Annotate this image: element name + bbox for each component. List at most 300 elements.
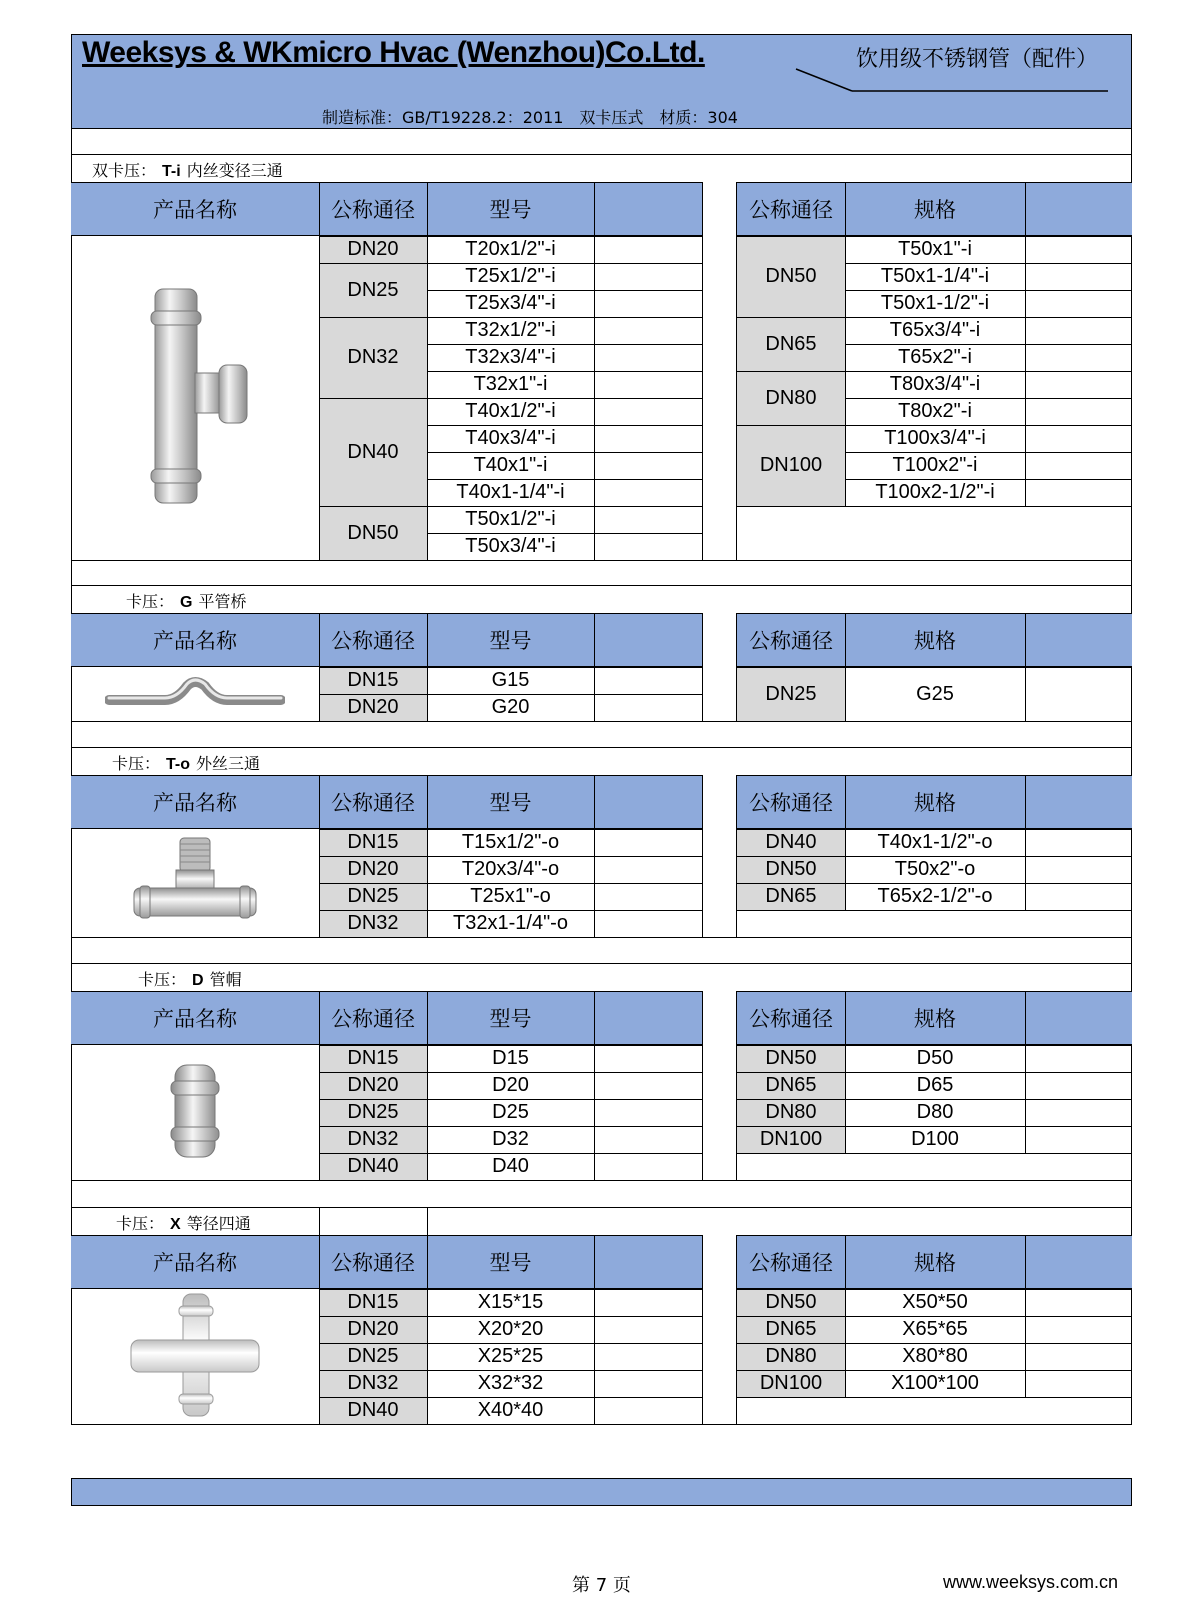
- spacer-row: [71, 721, 1132, 747]
- row-rule: [845, 236, 1132, 237]
- model-cell: X20*20: [477, 1318, 544, 1340]
- nominal-cell: DN25: [319, 1099, 427, 1126]
- model-cell: T32x3/4"-i: [465, 346, 556, 368]
- rule-line: [845, 667, 846, 721]
- spec-cell: T65x3/4"-i: [889, 319, 981, 341]
- rule-line: [845, 182, 846, 236]
- rule-line: [319, 1045, 320, 1180]
- row-rule: [319, 398, 427, 399]
- rule-line: [594, 1289, 595, 1424]
- row-rule: [845, 344, 1132, 345]
- header-model: 型号: [489, 199, 532, 222]
- spec-cell: T100x2"-i: [892, 454, 978, 476]
- row-rule: [845, 290, 1132, 291]
- cap-icon: [165, 1061, 225, 1165]
- section-code: T-i: [162, 163, 181, 180]
- row-rule: [845, 883, 1132, 884]
- row-rule: [845, 1316, 1132, 1317]
- spec-cell: T100x3/4"-i: [884, 427, 986, 449]
- section-code: D: [192, 972, 204, 989]
- header-nominal-left: 公称通径: [331, 792, 415, 815]
- nominal-cell: DN20: [319, 856, 427, 883]
- nominal-cell: DN15: [319, 1289, 427, 1316]
- row-rule: [845, 1099, 1132, 1100]
- spacer-row: [71, 937, 1132, 963]
- rule-line: [427, 829, 428, 937]
- nominal-cell: DN20: [319, 1316, 427, 1343]
- row-rule: [845, 1072, 1132, 1073]
- rule-line: [1025, 182, 1026, 236]
- nominal-cell: DN50: [319, 506, 427, 560]
- row-rule: [845, 452, 1132, 453]
- section-code: T-o: [166, 756, 191, 773]
- nominal-cell: DN65: [737, 883, 845, 910]
- bottom-band: [71, 1478, 1132, 1506]
- row-rule: [427, 1045, 702, 1046]
- spacer-row: [71, 129, 1132, 155]
- spec-cell: T40x1-1/2"-o: [877, 831, 993, 853]
- header-product-name: 产品名称: [153, 1252, 237, 1275]
- spacer-row: [71, 1180, 1132, 1207]
- header-spec: 规格: [914, 792, 956, 815]
- row-rule: [737, 1072, 845, 1073]
- nominal-cell: DN20: [319, 1072, 427, 1099]
- nominal-cell: DN100: [737, 425, 845, 506]
- rule-line: [594, 829, 595, 937]
- rule-line: [845, 236, 846, 506]
- rule-line: [845, 829, 846, 910]
- row-rule: [737, 910, 1132, 911]
- company-name: Weeksys & WKmicro Hvac (Wenzhou)Co.Ltd.: [82, 36, 705, 69]
- rule-line: [594, 182, 595, 236]
- header-spec: 规格: [914, 1008, 956, 1031]
- rule-line: [319, 1235, 320, 1289]
- row-rule: [319, 829, 427, 830]
- nominal-cell: DN25: [737, 667, 845, 721]
- section-name: 等径四通: [186, 1214, 251, 1233]
- row-rule: [427, 1316, 702, 1317]
- row-rule: [845, 1370, 1132, 1371]
- section-top-rule: [71, 585, 1132, 586]
- row-rule: [427, 371, 702, 372]
- model-cell: X15*15: [477, 1291, 544, 1313]
- row-rule: [427, 667, 702, 668]
- header-model: 型号: [489, 1252, 532, 1275]
- row-rule: [737, 856, 845, 857]
- rule-line: [845, 991, 846, 1045]
- tee-inner-icon: [135, 281, 255, 515]
- header-nominal-left: 公称通径: [331, 630, 415, 653]
- nominal-cell: DN50: [737, 1045, 845, 1072]
- row-rule: [427, 1099, 702, 1100]
- rule-line: [845, 1045, 846, 1153]
- model-cell: G20: [491, 696, 530, 718]
- rule-line: [427, 1289, 428, 1424]
- row-rule: [427, 1153, 702, 1154]
- row-rule: [427, 236, 702, 237]
- spec-cell: D65: [916, 1074, 954, 1096]
- row-rule: [427, 1072, 702, 1073]
- bridge-icon: [105, 672, 285, 716]
- rule-line: [427, 236, 428, 560]
- nominal-cell: DN100: [737, 1370, 845, 1397]
- row-rule: [427, 910, 702, 911]
- row-rule: [845, 479, 1132, 480]
- nominal-cell: DN100: [737, 1126, 845, 1153]
- row-rule: [427, 425, 702, 426]
- table-gap-column: [702, 775, 737, 937]
- row-rule: [427, 317, 702, 318]
- header-product-name: 产品名称: [153, 199, 237, 222]
- section-top-rule: [71, 963, 1132, 964]
- model-cell: D20: [492, 1074, 529, 1096]
- spec-cell: D100: [911, 1128, 959, 1150]
- model-cell: T50x3/4"-i: [465, 535, 556, 557]
- row-rule: [319, 1343, 427, 1344]
- rule-line: [594, 991, 595, 1045]
- header-spec: 规格: [914, 630, 956, 653]
- model-cell: X40*40: [477, 1399, 544, 1421]
- row-rule: [845, 1045, 1132, 1046]
- nominal-cell: DN50: [737, 236, 845, 317]
- row-rule: [427, 883, 702, 884]
- section-prefix: 双卡压：: [92, 161, 157, 180]
- section-bottom-rule: [71, 1424, 1132, 1425]
- title-underline-decoration: [790, 66, 1120, 96]
- row-rule: [845, 1289, 1132, 1290]
- cross-icon: [125, 1290, 265, 1424]
- header-model: 型号: [489, 1008, 532, 1031]
- model-cell: D15: [492, 1047, 529, 1069]
- row-rule: [845, 425, 1132, 426]
- spec-cell: T50x2"-o: [894, 858, 976, 880]
- section-name: 管帽: [209, 970, 242, 989]
- rule-line: [594, 775, 595, 829]
- row-rule: [319, 883, 427, 884]
- row-rule: [737, 1289, 845, 1290]
- row-rule: [427, 479, 702, 480]
- model-cell: T50x1/2"-i: [465, 508, 556, 530]
- row-rule: [319, 236, 427, 237]
- spec-cell: T100x2-1/2"-i: [875, 481, 995, 503]
- nominal-cell: DN32: [319, 910, 427, 937]
- rule-line: [319, 1289, 320, 1424]
- row-rule: [319, 910, 427, 911]
- rule-line: [427, 667, 428, 721]
- rule-line: [319, 236, 320, 560]
- row-rule: [737, 371, 845, 372]
- table-gap-column: [702, 1235, 737, 1424]
- header-product-name: 产品名称: [153, 630, 237, 653]
- row-rule: [319, 1370, 427, 1371]
- rule-line: [319, 829, 320, 937]
- rule-line: [319, 667, 320, 721]
- model-cell: T20x1/2"-i: [465, 238, 556, 260]
- rule-line: [845, 1235, 846, 1289]
- rule-line: [845, 775, 846, 829]
- model-cell: T32x1"-i: [473, 373, 548, 395]
- product-image: [71, 667, 319, 721]
- model-cell: D25: [492, 1101, 529, 1123]
- row-rule: [319, 1126, 427, 1127]
- rule-line: [427, 1207, 428, 1235]
- spec-cell: T65x2"-i: [898, 346, 972, 368]
- spec-cell: D80: [916, 1101, 954, 1123]
- rule-line: [1025, 1289, 1026, 1397]
- row-rule: [737, 425, 845, 426]
- rule-line: [1025, 1045, 1026, 1153]
- spec-cell: G25: [916, 682, 954, 705]
- row-rule: [737, 1126, 845, 1127]
- nominal-cell: DN15: [319, 1045, 427, 1072]
- spec-cell: D50: [916, 1047, 954, 1069]
- product-image: [71, 1045, 319, 1180]
- nominal-cell: DN65: [737, 1316, 845, 1343]
- model-cell: D40: [492, 1155, 529, 1177]
- nominal-cell: DN25: [319, 883, 427, 910]
- nominal-cell: DN80: [737, 371, 845, 425]
- model-cell: X25*25: [477, 1345, 544, 1367]
- section-label: [126, 589, 246, 612]
- rule-line: [1025, 829, 1026, 910]
- header-nominal-right: 公称通径: [749, 199, 833, 222]
- nominal-cell: DN25: [319, 263, 427, 317]
- model-cell: T25x3/4"-i: [465, 292, 556, 314]
- section-name: 内丝变径三通: [186, 161, 283, 180]
- spec-cell: T65x2-1/2"-o: [877, 885, 993, 907]
- nominal-cell: DN20: [319, 236, 427, 263]
- rule-line: [427, 613, 428, 667]
- header-product-name: 产品名称: [153, 792, 237, 815]
- table-gap-column: [702, 991, 737, 1180]
- nominal-cell: DN65: [737, 317, 845, 371]
- header-nominal-left: 公称通径: [331, 199, 415, 222]
- nominal-cell: DN80: [737, 1099, 845, 1126]
- row-rule: [737, 236, 845, 237]
- row-rule: [319, 1316, 427, 1317]
- model-cell: G15: [491, 669, 530, 691]
- rule-line: [1025, 613, 1026, 667]
- row-rule: [319, 317, 427, 318]
- model-cell: X32*32: [477, 1372, 544, 1394]
- spec-cell: T50x1-1/2"-i: [880, 292, 990, 314]
- row-rule: [319, 1289, 427, 1290]
- product-image: [71, 236, 319, 560]
- header-nominal-right: 公称通径: [749, 1008, 833, 1031]
- rule-line: [594, 667, 595, 721]
- section-top-rule: [71, 1207, 1132, 1208]
- model-cell: T25x1/2"-i: [465, 265, 556, 287]
- nominal-cell: DN80: [737, 1343, 845, 1370]
- section-label: [92, 158, 283, 181]
- rule-line: [319, 775, 320, 829]
- row-rule: [427, 398, 702, 399]
- row-rule: [845, 1343, 1132, 1344]
- section-prefix: 卡压：: [126, 592, 175, 611]
- section-top-rule: [71, 747, 1132, 748]
- rule-line: [1025, 991, 1026, 1045]
- row-rule: [737, 883, 845, 884]
- section-name: 外丝三通: [196, 754, 261, 773]
- row-rule: [427, 1370, 702, 1371]
- spec-cell: T50x1"-i: [898, 238, 972, 260]
- website: www.weeksys.com.cn: [943, 1572, 1119, 1592]
- header-model: 型号: [489, 792, 532, 815]
- row-rule: [737, 1343, 845, 1344]
- nominal-cell: DN25: [319, 1343, 427, 1370]
- row-rule: [427, 263, 702, 264]
- rule-line: [427, 991, 428, 1045]
- row-rule: [737, 317, 845, 318]
- row-rule: [319, 263, 427, 264]
- table-gap-column: [702, 182, 737, 560]
- spec-cell: T50x1-1/4"-i: [880, 265, 990, 287]
- model-cell: T15x1/2"-o: [461, 831, 560, 853]
- rule-line: [594, 1045, 595, 1180]
- row-rule: [845, 371, 1132, 372]
- nominal-cell: DN32: [319, 1370, 427, 1397]
- row-rule: [737, 506, 1132, 507]
- spec-cell: X50*50: [902, 1291, 968, 1313]
- rule-line: [319, 991, 320, 1045]
- rule-line: [845, 613, 846, 667]
- header-nominal-right: 公称通径: [749, 792, 833, 815]
- row-rule: [427, 1289, 702, 1290]
- model-cell: T32x1-1/4"-o: [453, 912, 568, 934]
- header-model: 型号: [489, 630, 532, 653]
- model-cell: T40x1"-i: [473, 454, 548, 476]
- rule-line: [427, 182, 428, 236]
- section-label: [138, 967, 242, 990]
- spec-cell: T80x3/4"-i: [889, 373, 981, 395]
- model-cell: T20x3/4"-o: [461, 858, 560, 880]
- rule-line: [1025, 667, 1026, 721]
- row-rule: [319, 667, 427, 668]
- row-rule: [427, 1397, 702, 1398]
- row-rule: [319, 694, 427, 695]
- product-image: [71, 1289, 319, 1424]
- model-cell: T40x1/2"-i: [465, 400, 556, 422]
- product-image: [71, 829, 319, 937]
- header-spec: 规格: [914, 1252, 956, 1275]
- row-rule: [427, 856, 702, 857]
- product-line-title: 饮用级不锈钢管（配件）: [856, 47, 1099, 72]
- section-name: 平管桥: [198, 592, 247, 611]
- row-rule: [737, 1153, 1132, 1154]
- row-rule: [845, 667, 1132, 668]
- nominal-cell: DN50: [737, 1289, 845, 1316]
- rule-line: [594, 613, 595, 667]
- model-cell: T25x1"-o: [470, 885, 551, 907]
- row-rule: [737, 829, 845, 830]
- row-rule: [737, 1099, 845, 1100]
- spacer-row: [71, 560, 1132, 585]
- nominal-cell: DN20: [319, 694, 427, 721]
- model-cell: T40x3/4"-i: [465, 427, 556, 449]
- nominal-cell: DN65: [737, 1072, 845, 1099]
- row-rule: [845, 263, 1132, 264]
- nominal-cell: DN50: [737, 856, 845, 883]
- row-rule: [427, 1343, 702, 1344]
- rule-line: [1025, 1235, 1026, 1289]
- section-prefix: 卡压：: [116, 1214, 165, 1233]
- rule-line: [427, 1235, 428, 1289]
- header-product-name: 产品名称: [153, 1008, 237, 1031]
- header-nominal-left: 公称通径: [331, 1252, 415, 1275]
- row-rule: [737, 1045, 845, 1046]
- header-spec: 规格: [914, 199, 956, 222]
- nominal-cell: DN32: [319, 317, 427, 398]
- spec-cell: X80*80: [902, 1345, 968, 1367]
- row-rule: [845, 829, 1132, 830]
- row-rule: [427, 452, 702, 453]
- tee-outer-icon: [130, 834, 260, 933]
- row-rule: [845, 398, 1132, 399]
- header-nominal-left: 公称通径: [331, 1008, 415, 1031]
- header-nominal-right: 公称通径: [749, 1252, 833, 1275]
- header-nominal-right: 公称通径: [749, 630, 833, 653]
- row-rule: [427, 344, 702, 345]
- row-rule: [319, 1397, 427, 1398]
- rule-line: [427, 775, 428, 829]
- section-label: [112, 751, 260, 774]
- row-rule: [427, 290, 702, 291]
- row-rule: [737, 1316, 845, 1317]
- rule-line: [594, 236, 595, 560]
- section-code: X: [170, 1216, 181, 1233]
- rule-line: [319, 1207, 320, 1235]
- rule-line: [1025, 236, 1026, 506]
- nominal-cell: DN40: [737, 829, 845, 856]
- section-code: G: [180, 594, 193, 611]
- section-prefix: 卡压：: [138, 970, 187, 989]
- section-label: [116, 1211, 251, 1234]
- nominal-cell: DN40: [319, 1153, 427, 1180]
- spec-cell: X65*65: [902, 1318, 968, 1340]
- row-rule: [845, 317, 1132, 318]
- page-number: 第 7 页: [572, 1575, 631, 1596]
- row-rule: [427, 1126, 702, 1127]
- row-rule: [319, 1072, 427, 1073]
- nominal-cell: DN40: [319, 1397, 427, 1424]
- row-rule: [427, 694, 702, 695]
- row-rule: [427, 533, 702, 534]
- table-gap-column: [702, 613, 737, 721]
- spec-cell: X100*100: [891, 1372, 979, 1394]
- model-cell: T32x1/2"-i: [465, 319, 556, 341]
- row-rule: [845, 1126, 1132, 1127]
- spec-cell: T80x2"-i: [898, 400, 972, 422]
- row-rule: [319, 856, 427, 857]
- row-rule: [427, 506, 702, 507]
- model-cell: D32: [492, 1128, 529, 1150]
- rule-line: [319, 613, 320, 667]
- row-rule: [319, 1153, 427, 1154]
- row-rule: [319, 1045, 427, 1046]
- row-rule: [737, 1397, 1132, 1398]
- rule-line: [319, 182, 320, 236]
- row-rule: [319, 1099, 427, 1100]
- row-rule: [737, 1370, 845, 1371]
- model-cell: T40x1-1/4"-i: [456, 481, 565, 503]
- row-rule: [737, 667, 845, 668]
- rule-line: [594, 1235, 595, 1289]
- row-rule: [427, 829, 702, 830]
- nominal-cell: DN15: [319, 829, 427, 856]
- rule-line: [845, 1289, 846, 1397]
- nominal-cell: DN15: [319, 667, 427, 694]
- section-prefix: 卡压：: [112, 754, 161, 773]
